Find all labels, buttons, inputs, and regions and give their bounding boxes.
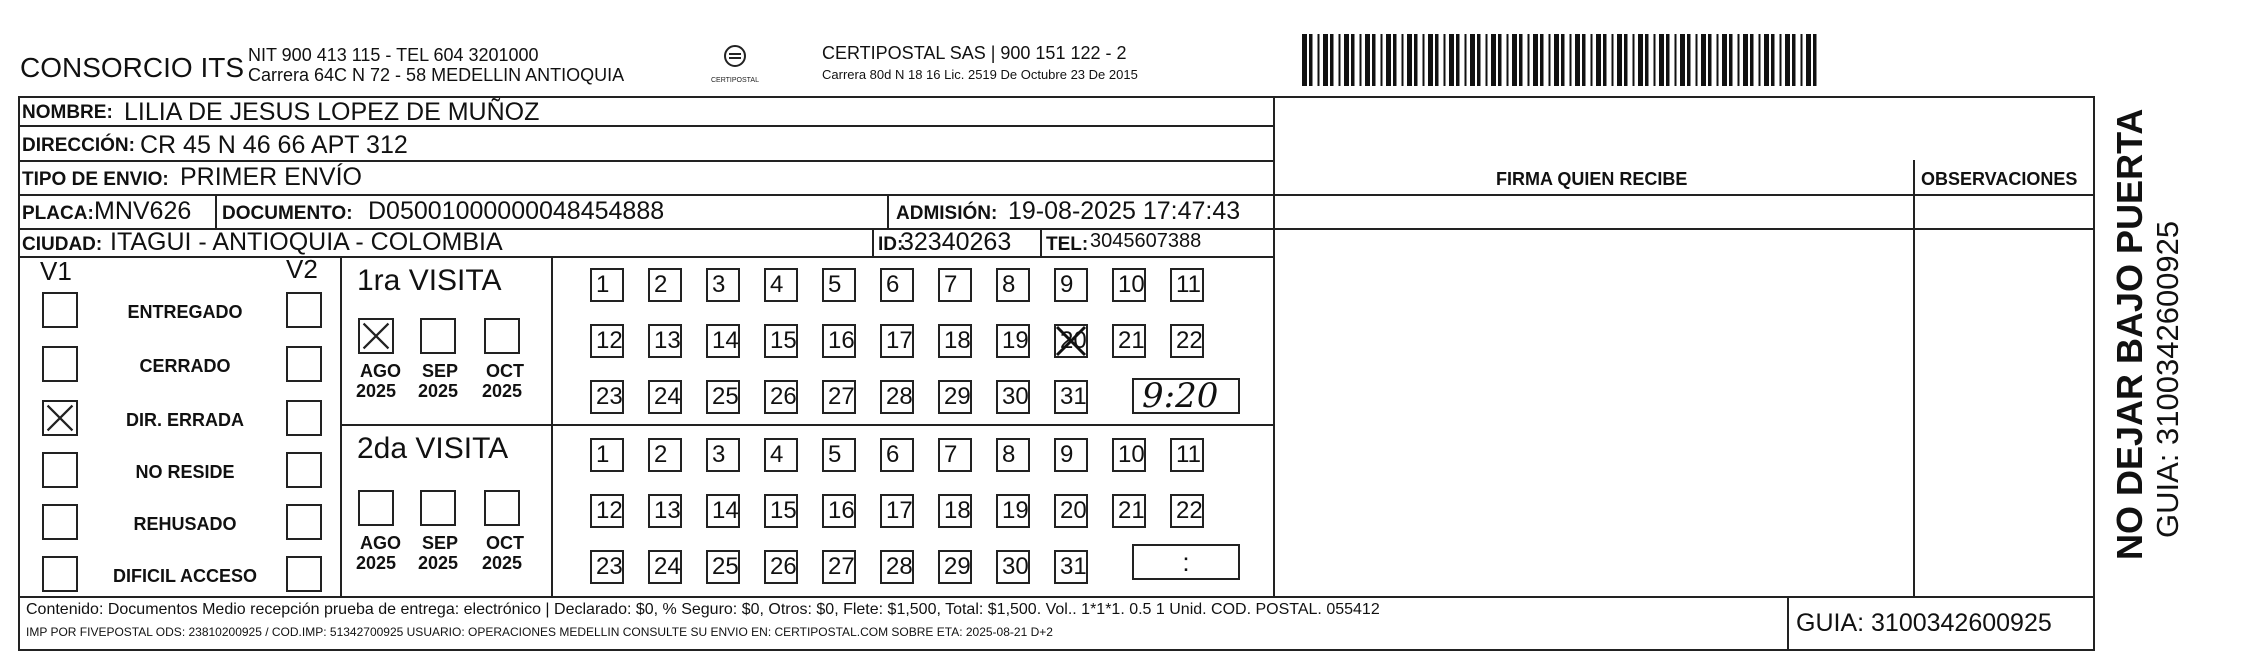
day-box-9[interactable] <box>1054 268 1088 302</box>
v1-checkbox-dir-errada[interactable] <box>42 400 78 436</box>
day-number: 15 <box>770 497 797 524</box>
v2-checkbox-rehusado[interactable] <box>286 504 322 540</box>
day-box-17[interactable] <box>880 494 914 528</box>
day-number: 27 <box>828 383 855 410</box>
month-checkbox-ago[interactable] <box>358 318 394 354</box>
day-number: 14 <box>712 497 739 524</box>
sender-company: CONSORCIO ITS <box>20 52 245 83</box>
day-number: 4 <box>770 441 784 468</box>
day-box-23[interactable] <box>590 380 624 414</box>
month-label: SEP <box>422 533 459 553</box>
month-checkbox-sep[interactable] <box>420 318 456 354</box>
day-box-2[interactable] <box>648 268 682 302</box>
year-label: 2025 <box>356 553 397 573</box>
day-box-22[interactable] <box>1170 324 1204 358</box>
barcode <box>1302 34 1822 86</box>
day-box-11[interactable] <box>1170 438 1204 472</box>
sender-address: Carrera 64C N 72 - 58 MEDELLIN ANTIOQUIA <box>248 65 625 85</box>
month-checkbox-ago[interactable] <box>358 490 394 526</box>
day-number: 4 <box>770 271 784 298</box>
day-number: 7 <box>944 271 958 298</box>
day-box-27[interactable] <box>822 380 856 414</box>
day-box-15[interactable] <box>764 494 798 528</box>
day-number: 31 <box>1060 553 1087 580</box>
tipo-envio-label: TIPO DE ENVIO: <box>22 169 169 190</box>
tipo-envio-value: PRIMER ENVÍO <box>180 163 362 191</box>
day-box-5[interactable] <box>822 268 856 302</box>
day-number: 24 <box>654 553 681 580</box>
day-box-12[interactable] <box>590 324 624 358</box>
day-box-13[interactable] <box>648 324 682 358</box>
day-box-27[interactable] <box>822 550 856 584</box>
day-box-20[interactable] <box>1054 494 1088 528</box>
day-number: 13 <box>654 327 681 354</box>
year-label: 2025 <box>356 381 397 401</box>
day-box-16[interactable] <box>822 324 856 358</box>
id-value: 32340263 <box>900 228 1012 256</box>
year-label: 2025 <box>418 553 459 573</box>
day-number: 12 <box>596 327 623 354</box>
day-box-10[interactable] <box>1112 438 1146 472</box>
day-box-21[interactable] <box>1112 324 1146 358</box>
placa-label: PLACA: <box>22 203 94 224</box>
day-number: 5 <box>828 441 842 468</box>
day-box-30[interactable] <box>996 380 1030 414</box>
day-number: 26 <box>770 553 797 580</box>
month-checkbox-oct[interactable] <box>484 490 520 526</box>
visit2-time-value: : <box>1182 547 1190 577</box>
day-box-1[interactable] <box>590 438 624 472</box>
day-number: 3 <box>712 441 726 468</box>
year-label: 2025 <box>418 381 459 401</box>
day-box-6[interactable] <box>880 268 914 302</box>
day-number: 11 <box>1176 441 1201 468</box>
day-box-7[interactable] <box>938 268 972 302</box>
day-number: 20 <box>1060 327 1087 354</box>
day-number: 18 <box>944 327 971 354</box>
day-number: 21 <box>1118 327 1145 354</box>
courier-name: CERTIPOSTAL SAS | 900 151 122 - 2 <box>822 43 1127 63</box>
day-box-26[interactable] <box>764 550 798 584</box>
visit1-time-value: 9:20 <box>1142 376 1219 416</box>
contenido-text: Contenido: Documentos Medio recepción prueba de entrega: electrónico | Declarado: $0, % Seguro: $0, Otros: $0, Flete: $1,500, Total: $1,500. Vol.. 1*1*1. 0.5 1 Unid. COD. POSTAL. 055412 <box>26 601 1380 618</box>
v2-checkbox-no-reside[interactable] <box>286 452 322 488</box>
year-label: 2025 <box>482 381 523 401</box>
day-number: 8 <box>1002 271 1016 298</box>
day-number: 25 <box>712 553 739 580</box>
day-box-17[interactable] <box>880 324 914 358</box>
day-box-12[interactable] <box>590 494 624 528</box>
observaciones-header: OBSERVACIONES <box>1921 169 2078 189</box>
day-box-29[interactable] <box>938 550 972 584</box>
ciudad-label: CIUDAD: <box>22 234 103 255</box>
v1-header: V1 <box>40 256 72 286</box>
day-box-24[interactable] <box>648 380 682 414</box>
day-number: 21 <box>1118 497 1145 524</box>
month-label: OCT <box>486 533 524 553</box>
tel-label: TEL: <box>1046 234 1089 255</box>
day-box-28[interactable] <box>880 380 914 414</box>
v1-checkbox-rehusado[interactable] <box>42 504 78 540</box>
visit2-title: 2da VISITA <box>357 432 509 465</box>
day-number: 22 <box>1176 497 1203 524</box>
month-label: AGO <box>360 361 402 381</box>
day-number: 19 <box>1002 327 1029 354</box>
day-box-6[interactable] <box>880 438 914 472</box>
placa-value: MNV626 <box>94 197 192 225</box>
day-box-9[interactable] <box>1054 438 1088 472</box>
v2-checkbox-cerrado[interactable] <box>286 346 322 382</box>
day-number: 11 <box>1176 271 1201 298</box>
day-number: 9 <box>1060 271 1074 298</box>
day-number: 6 <box>886 271 900 298</box>
year-label: 2025 <box>482 553 523 573</box>
day-box-23[interactable] <box>590 550 624 584</box>
day-box-11[interactable] <box>1170 268 1204 302</box>
day-number: 23 <box>596 383 623 410</box>
day-number: 2 <box>654 441 668 468</box>
guia-box: GUIA: 3100342600925 <box>1796 609 2052 637</box>
day-box-2[interactable] <box>648 438 682 472</box>
day-number: 10 <box>1118 441 1145 468</box>
day-box-3[interactable] <box>706 438 740 472</box>
status-label: ENTREGADO <box>127 302 243 322</box>
day-box-22[interactable] <box>1170 494 1204 528</box>
day-number: 12 <box>596 497 623 524</box>
day-number: 31 <box>1060 383 1087 410</box>
nombre-label: NOMBRE: <box>22 102 113 123</box>
status-label: CERRADO <box>139 356 231 376</box>
month-checkbox-oct[interactable] <box>484 318 520 354</box>
day-box-30[interactable] <box>996 550 1030 584</box>
day-number: 9 <box>1060 441 1074 468</box>
direccion-value: CR 45 N 46 66 APT 312 <box>140 131 408 159</box>
tel-value: 3045607388 <box>1090 230 1202 252</box>
no-dejar-bajo-puerta: NO DEJAR BAJO PUERTA <box>2109 108 2150 560</box>
admision-label: ADMISIÓN: <box>896 203 998 224</box>
ciudad-value: ITAGUI - ANTIOQUIA - COLOMBIA <box>110 228 503 256</box>
day-number: 1 <box>596 441 610 468</box>
day-number: 16 <box>828 497 855 524</box>
day-number: 1 <box>596 271 610 298</box>
day-box-19[interactable] <box>996 494 1030 528</box>
day-number: 25 <box>712 383 739 410</box>
day-box-8[interactable] <box>996 438 1030 472</box>
day-box-20[interactable] <box>1054 324 1088 358</box>
month-checkbox-sep[interactable] <box>420 490 456 526</box>
day-number: 17 <box>886 497 913 524</box>
day-box-28[interactable] <box>880 550 914 584</box>
day-number: 20 <box>1060 497 1087 524</box>
day-box-10[interactable] <box>1112 268 1146 302</box>
day-number: 24 <box>654 383 681 410</box>
day-number: 19 <box>1002 497 1029 524</box>
day-box-26[interactable] <box>764 380 798 414</box>
status-label: DIR. ERRADA <box>125 410 244 430</box>
day-number: 28 <box>886 553 913 580</box>
day-box-25[interactable] <box>706 380 740 414</box>
sender-nit-tel: NIT 900 413 115 - TEL 604 3201000 <box>248 45 539 65</box>
documento-label: DOCUMENTO: <box>222 203 353 224</box>
v2-checkbox-entregado[interactable] <box>286 292 322 328</box>
v1-checkbox-dificil-acceso[interactable] <box>42 556 78 592</box>
day-x-mark <box>1054 324 1088 358</box>
day-box-15[interactable] <box>764 324 798 358</box>
certipostal-logo <box>710 40 760 90</box>
admision-value: 19-08-2025 17:47:43 <box>1008 197 1241 225</box>
day-box-16[interactable] <box>822 494 856 528</box>
day-box-13[interactable] <box>648 494 682 528</box>
v1-checkbox-cerrado[interactable] <box>42 346 78 382</box>
day-box-31[interactable] <box>1054 380 1088 414</box>
day-box-19[interactable] <box>996 324 1030 358</box>
day-box-25[interactable] <box>706 550 740 584</box>
id-label: ID: <box>878 234 904 255</box>
day-number: 22 <box>1176 327 1203 354</box>
day-number: 30 <box>1002 383 1029 410</box>
day-box-18[interactable] <box>938 494 972 528</box>
day-box-4[interactable] <box>764 268 798 302</box>
day-box-3[interactable] <box>706 268 740 302</box>
status-label: DIFICIL ACCESO <box>112 566 257 586</box>
day-box-21[interactable] <box>1112 494 1146 528</box>
day-number: 6 <box>886 441 900 468</box>
day-box-14[interactable] <box>706 324 740 358</box>
status-label: REHUSADO <box>133 514 237 534</box>
visit1-time-box[interactable] <box>1132 378 1240 414</box>
day-number: 10 <box>1118 271 1145 298</box>
day-number: 17 <box>886 327 913 354</box>
day-number: 23 <box>596 553 623 580</box>
firma-header: FIRMA QUIEN RECIBE <box>1496 169 1688 189</box>
day-number: 29 <box>944 553 971 580</box>
v1-checkbox-no-reside[interactable] <box>42 452 78 488</box>
day-number: 18 <box>944 497 971 524</box>
day-number: 29 <box>944 383 971 410</box>
month-label: AGO <box>360 533 402 553</box>
v2-checkbox-dificil-acceso[interactable] <box>286 556 322 592</box>
v1-checkbox-entregado[interactable] <box>42 292 78 328</box>
day-box-4[interactable] <box>764 438 798 472</box>
documento-value: D05001000000048454888 <box>368 197 665 225</box>
day-number: 14 <box>712 327 739 354</box>
month-label: SEP <box>422 361 459 381</box>
day-number: 3 <box>712 271 726 298</box>
day-number: 16 <box>828 327 855 354</box>
visit2-time-box[interactable] <box>1132 544 1240 580</box>
v2-header: V2 <box>286 254 318 284</box>
month-label: OCT <box>486 361 524 381</box>
side-guia: GUIA: 3100342600925 <box>2150 220 2185 538</box>
visit1-title: 1ra VISITA <box>357 264 502 297</box>
day-number: 13 <box>654 497 681 524</box>
direccion-label: DIRECCIÓN: <box>22 135 135 156</box>
day-box-24[interactable] <box>648 550 682 584</box>
day-box-31[interactable] <box>1054 550 1088 584</box>
courier-address: Carrera 80d N 18 16 Lic. 2519 De Octubre 23 De 2015 <box>822 67 1138 82</box>
day-number: 2 <box>654 271 668 298</box>
day-number: 5 <box>828 271 842 298</box>
day-box-1[interactable] <box>590 268 624 302</box>
day-box-14[interactable] <box>706 494 740 528</box>
day-number: 7 <box>944 441 958 468</box>
nombre-value: LILIA DE JESUS LOPEZ DE MUÑOZ <box>124 98 540 126</box>
side-vertical-text <box>2110 90 2200 560</box>
imp-text: IMP POR FIVEPOSTAL ODS: 23810200925 / COD.IMP: 51342700925 USUARIO: OPERACIONES MEDELLIN CONSULTE SU ENVIO EN: CERTIPOSTAL.COM SOBRE ETA: 2025-08-21 D+2 <box>26 625 1053 639</box>
day-box-8[interactable] <box>996 268 1030 302</box>
day-number: 15 <box>770 327 797 354</box>
day-number: 8 <box>1002 441 1016 468</box>
v2-checkbox-dir-errada[interactable] <box>286 400 322 436</box>
day-number: 28 <box>886 383 913 410</box>
day-box-7[interactable] <box>938 438 972 472</box>
status-label: NO RESIDE <box>135 462 235 482</box>
day-number: 30 <box>1002 553 1029 580</box>
day-box-29[interactable] <box>938 380 972 414</box>
day-box-5[interactable] <box>822 438 856 472</box>
day-box-18[interactable] <box>938 324 972 358</box>
day-number: 26 <box>770 383 797 410</box>
day-number: 27 <box>828 553 855 580</box>
logo-text: CERTIPOSTAL <box>711 77 759 84</box>
